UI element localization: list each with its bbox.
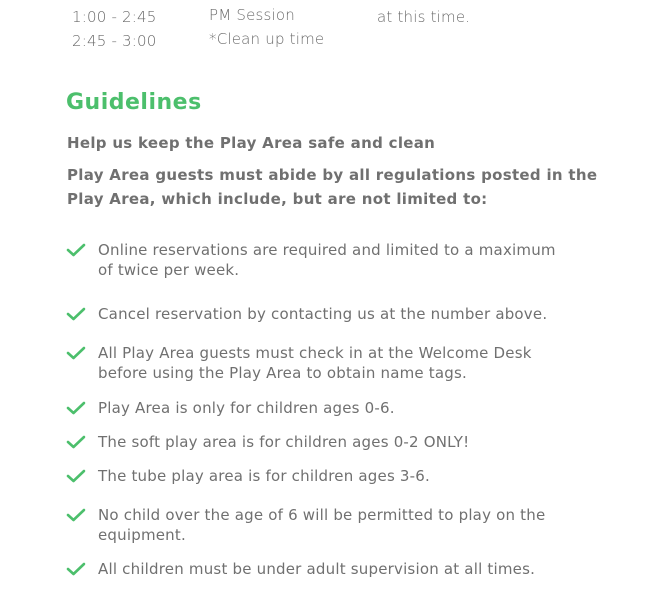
rule-line: equipment. [98, 526, 186, 544]
guidelines-intro-line1: Play Area guests must abide by all regulations posted in the [67, 166, 598, 184]
guidelines-title: Guidelines [66, 90, 202, 115]
rule-line: All Play Area guests must check in at the Welcome Desk [98, 344, 532, 362]
check-icon [66, 561, 86, 577]
check-icon [66, 434, 86, 450]
rule-line: No child over the age of 6 will be permitted to play on the [98, 506, 546, 524]
schedule-note: at this time. [377, 8, 471, 26]
rule-line: Play Area is only for children ages 0-6. [98, 399, 395, 417]
schedule-time-2: 2:45 - 3:00 [72, 32, 157, 50]
guidelines-intro-line2: Play Area, which include, but are not limited to: [67, 190, 488, 208]
rule-line: The soft play area is for children ages 0-2 ONLY! [98, 433, 470, 451]
guidelines-subtitle: Help us keep the Play Area safe and clean [67, 134, 436, 152]
schedule-session-1: PM Session [209, 6, 295, 24]
check-icon [66, 345, 86, 361]
check-icon [66, 507, 86, 523]
rule-line: The tube play area is for children ages 3-6. [98, 467, 431, 485]
rule-line: before using the Play Area to obtain name tags. [98, 364, 467, 382]
check-icon [66, 468, 86, 484]
rule-line: Online reservations are required and limited to a maximum [98, 241, 556, 259]
check-icon [66, 400, 86, 416]
rule-line: of twice per week. [98, 261, 240, 279]
schedule-session-2: *Clean up time [209, 30, 325, 48]
rule-line: All children must be under adult supervision at all times. [98, 560, 536, 578]
rule-line: Cancel reservation by contacting us at the number above. [98, 305, 548, 323]
check-icon [66, 306, 86, 322]
schedule-time-1: 1:00 - 2:45 [72, 8, 157, 26]
check-icon [66, 242, 86, 258]
